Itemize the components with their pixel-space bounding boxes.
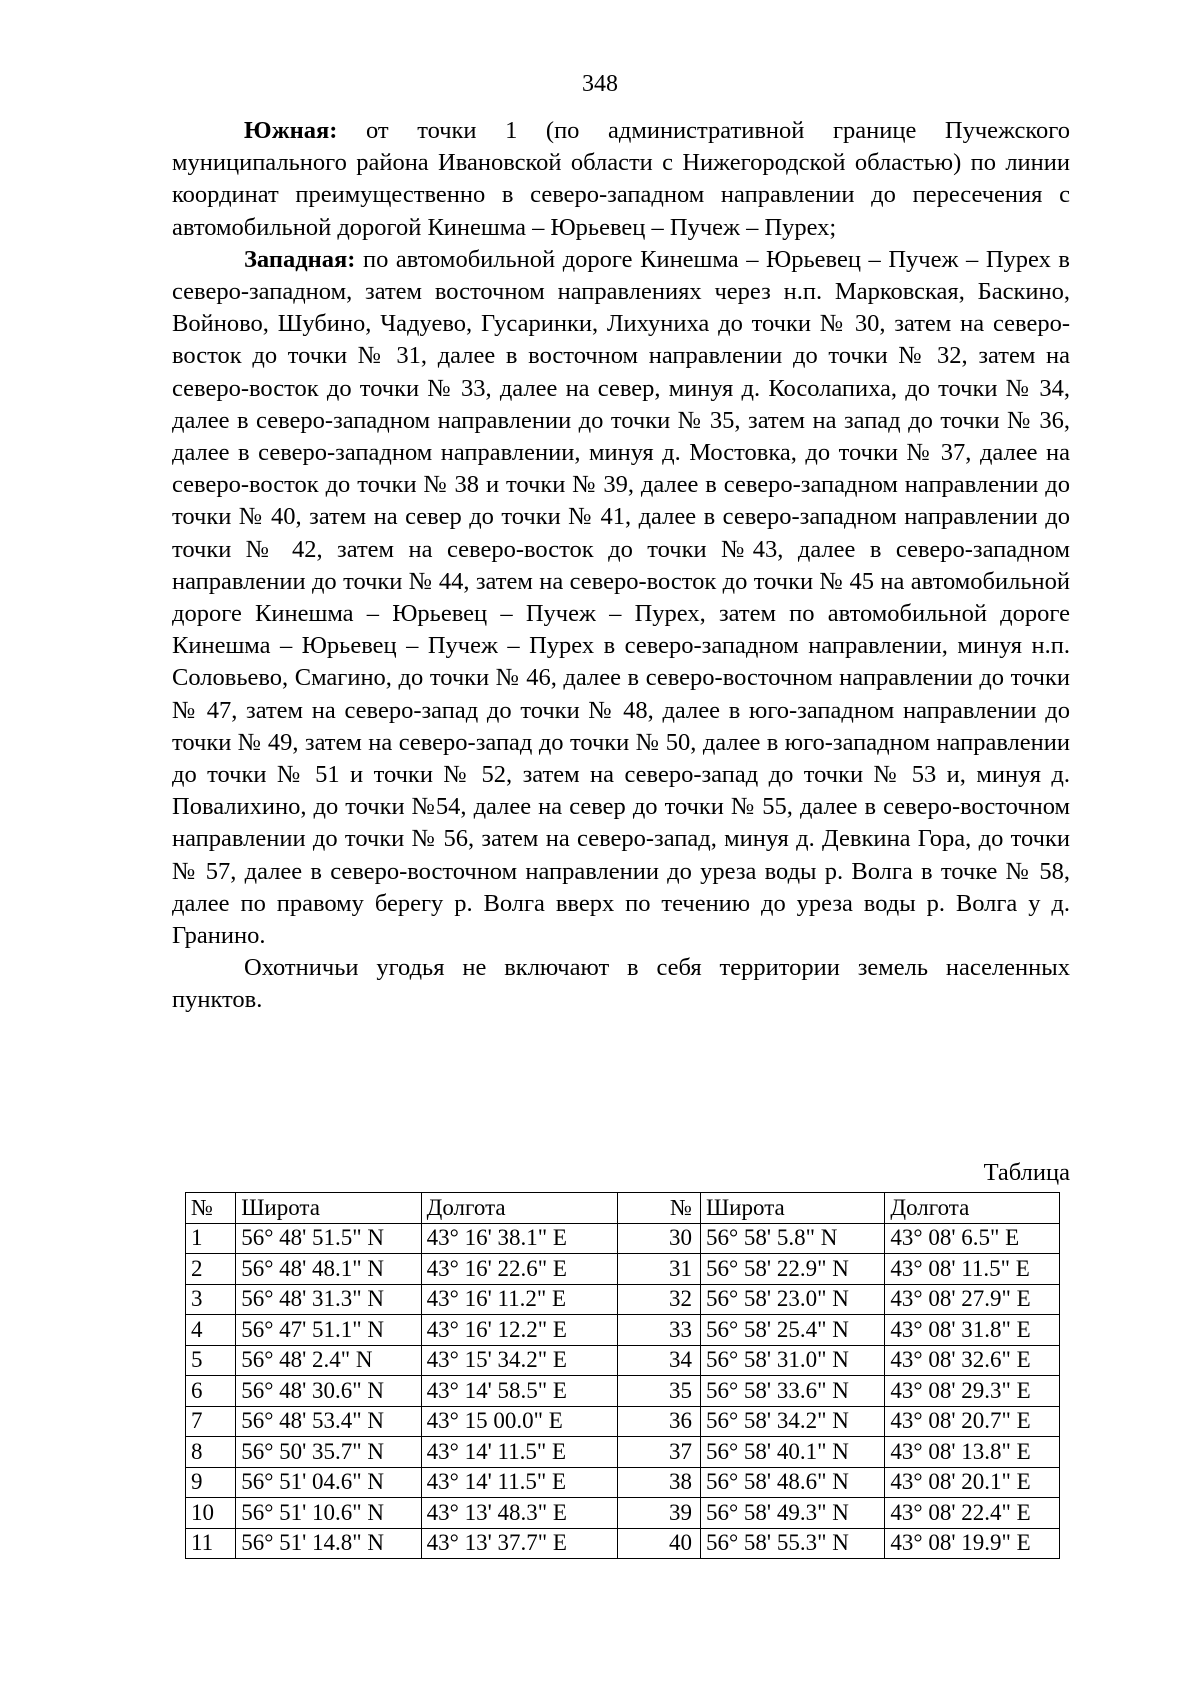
paragraph-text: Охотничьи угодья не включают в себя территории земель населенных пунктов. — [172, 954, 1070, 1014]
point-number-cell: 31 — [618, 1254, 701, 1285]
header-longitude: Долгота — [421, 1193, 617, 1224]
latitude-cell: 56° 48' 30.6" N — [236, 1376, 421, 1407]
latitude-cell: 56° 48' 2.4" N — [236, 1345, 421, 1376]
longitude-cell: 43° 08' 32.6" E — [885, 1345, 1060, 1376]
latitude-cell: 56° 48' 48.1" N — [236, 1254, 421, 1285]
longitude-cell: 43° 08' 19.9" E — [885, 1528, 1060, 1559]
point-number-cell: 35 — [618, 1376, 701, 1407]
header-number: № — [618, 1193, 701, 1224]
point-number-cell: 32 — [618, 1284, 701, 1315]
point-number-cell: 36 — [618, 1406, 701, 1437]
longitude-cell: 43° 14' 11.5" E — [421, 1467, 617, 1498]
body-text — [172, 115, 1070, 1017]
longitude-cell: 43° 08' 22.4" E — [885, 1498, 1060, 1529]
latitude-cell: 56° 58' 40.1" N — [700, 1437, 884, 1468]
point-number-cell: 4 — [186, 1315, 236, 1346]
longitude-cell: 43° 16' 11.2" E — [421, 1284, 617, 1315]
page-number: 348 — [582, 71, 618, 97]
table-row — [186, 1528, 1060, 1559]
point-number-cell: 1 — [186, 1223, 236, 1254]
longitude-cell: 43° 15' 34.2" E — [421, 1345, 617, 1376]
latitude-cell: 56° 58' 48.6" N — [700, 1467, 884, 1498]
latitude-cell: 56° 50' 35.7" N — [236, 1437, 421, 1468]
header-latitude: Широта — [700, 1193, 884, 1224]
latitude-cell: 56° 58' 31.0" N — [700, 1345, 884, 1376]
point-number-cell: 40 — [618, 1528, 701, 1559]
longitude-cell: 43° 08' 20.1" E — [885, 1467, 1060, 1498]
table-row — [186, 1437, 1060, 1468]
longitude-cell: 43° 08' 11.5" E — [885, 1254, 1060, 1285]
latitude-cell: 56° 58' 22.9" N — [700, 1254, 884, 1285]
latitude-cell: 56° 58' 5.8" N — [700, 1223, 884, 1254]
table-row — [186, 1284, 1060, 1315]
longitude-cell: 43° 15 00.0" E — [421, 1406, 617, 1437]
longitude-cell: 43° 13' 48.3" E — [421, 1498, 617, 1529]
point-number-cell: 30 — [618, 1223, 701, 1254]
latitude-cell: 56° 58' 23.0" N — [700, 1284, 884, 1315]
table-row — [186, 1345, 1060, 1376]
longitude-cell: 43° 14' 58.5" E — [421, 1376, 617, 1407]
table-row — [186, 1223, 1060, 1254]
paragraph-text: от точки 1 (по административной границе Пучежского муниципального района Ивановской области с Нижегородской областью) по линии координат преимущественно в северо-западном направлении до пересечения с автомобильной дорогой Кинешма – Юрьевец – Пучеж – Пурех; — [172, 117, 1070, 241]
header-longitude: Долгота — [885, 1193, 1060, 1224]
longitude-cell: 43° 13' 37.7" E — [421, 1528, 617, 1559]
latitude-cell: 56° 48' 51.5" N — [236, 1223, 421, 1254]
latitude-cell: 56° 48' 31.3" N — [236, 1284, 421, 1315]
latitude-cell: 56° 58' 49.3" N — [700, 1498, 884, 1529]
point-number-cell: 10 — [186, 1498, 236, 1529]
longitude-cell: 43° 16' 38.1" E — [421, 1223, 617, 1254]
point-number-cell: 3 — [186, 1284, 236, 1315]
table-body — [186, 1223, 1060, 1559]
table-row — [186, 1254, 1060, 1285]
latitude-cell: 56° 51' 14.8" N — [236, 1528, 421, 1559]
latitude-cell: 56° 58' 25.4" N — [700, 1315, 884, 1346]
longitude-cell: 43° 08' 13.8" E — [885, 1437, 1060, 1468]
longitude-cell: 43° 08' 31.8" E — [885, 1315, 1060, 1346]
paragraph-south — [172, 115, 1070, 244]
paragraph-lead: Западная: — [244, 245, 356, 273]
point-number-cell: 7 — [186, 1406, 236, 1437]
point-number-cell: 34 — [618, 1345, 701, 1376]
point-number-cell: 37 — [618, 1437, 701, 1468]
point-number-cell: 39 — [618, 1498, 701, 1529]
longitude-cell: 43° 16' 22.6" E — [421, 1254, 617, 1285]
table-row — [186, 1467, 1060, 1498]
point-number-cell: 6 — [186, 1376, 236, 1407]
paragraph-west — [172, 244, 1070, 952]
latitude-cell: 56° 51' 10.6" N — [236, 1498, 421, 1529]
longitude-cell: 43° 08' 20.7" E — [885, 1406, 1060, 1437]
longitude-cell: 43° 08' 27.9" E — [885, 1284, 1060, 1315]
header-latitude: Широта — [236, 1193, 421, 1224]
longitude-cell: 43° 08' 6.5" E — [885, 1223, 1060, 1254]
coordinates-table — [185, 1192, 1060, 1559]
table-row — [186, 1376, 1060, 1407]
longitude-cell: 43° 16' 12.2" E — [421, 1315, 617, 1346]
table-row — [186, 1498, 1060, 1529]
latitude-cell: 56° 48' 53.4" N — [236, 1406, 421, 1437]
latitude-cell: 56° 58' 55.3" N — [700, 1528, 884, 1559]
latitude-cell: 56° 58' 33.6" N — [700, 1376, 884, 1407]
header-number: № — [186, 1193, 236, 1224]
table-caption: Таблица — [983, 1159, 1070, 1186]
point-number-cell: 5 — [186, 1345, 236, 1376]
longitude-cell: 43° 14' 11.5" E — [421, 1437, 617, 1468]
latitude-cell: 56° 51' 04.6" N — [236, 1467, 421, 1498]
paragraph-lead: Южная: — [244, 117, 338, 144]
table-row — [186, 1315, 1060, 1346]
table-row — [186, 1406, 1060, 1437]
point-number-cell: 9 — [186, 1467, 236, 1498]
paragraph-text: по автомобильной дороге Кинешма – Юрьевец – Пучеж – Пурех в северо-западном, затем восточном направлениях через н.п. Марковская, Баскино, Войново, Шубино, Чадуево, Гусаринки, Лихуниха до точки № 30, затем на северо-восток до точки № 31, далее в восточном направлении до точки № 32, затем на северо-восток до точки № 33, далее на север, минуя д. Косолапиха, до точки № 34, далее в северо-западном направлении до точки № 35, затем на запад до точки № 36, далее в северо-западном направлении, минуя д. Мостовка, до точки № 37, далее на северо-восток до точки № 38 и точки № 39, далее в северо-западном направлении до точки № 40, затем на север до точки № 41, далее в северо-западном направлении до точки № 42, затем на северо-восток до точки №43, далее в северо-западном направлении до точки № 44, затем на северо-восток до точки № 45 на автомобильной дороге Кинешма – Юрьевец – Пучеж – Пурех, затем по автомобильной дороге Кинешма – Юрьевец – Пучеж – Пурех в северо-западном направлении, минуя н.п. Соловьево, Смагино, до точки № 46, далее в северо-восточном направлении до точки № 47, затем на северо-запад до точки № 48, далее в юго-западном направлении до точки № 49, затем на северо-запад до точки № 50, далее в юго-западном направлении до точки № 51 и точки № 52, затем на северо-запад до точки № 53 и, минуя д. Повалихино, до точки №54, далее на север до точки № 55, далее в северо-восточном направлении до точки № 56, затем на северо-запад, минуя д. Девкина Гора, до точки № 57, далее в северо-восточном направлении до уреза воды р. Волга в точке № 58, далее по правому берегу р. Волга вверх по течению до уреза воды р. Волга у д. Гранино. — [172, 245, 1070, 950]
latitude-cell: 56° 47' 51.1" N — [236, 1315, 421, 1346]
longitude-cell: 43° 08' 29.3" E — [885, 1376, 1060, 1407]
point-number-cell: 8 — [186, 1437, 236, 1468]
point-number-cell: 2 — [186, 1254, 236, 1285]
paragraph-note — [172, 952, 1070, 1016]
point-number-cell: 33 — [618, 1315, 701, 1346]
latitude-cell: 56° 58' 34.2" N — [700, 1406, 884, 1437]
point-number-cell: 38 — [618, 1467, 701, 1498]
table-header-row — [186, 1193, 1060, 1224]
point-number-cell: 11 — [186, 1528, 236, 1559]
